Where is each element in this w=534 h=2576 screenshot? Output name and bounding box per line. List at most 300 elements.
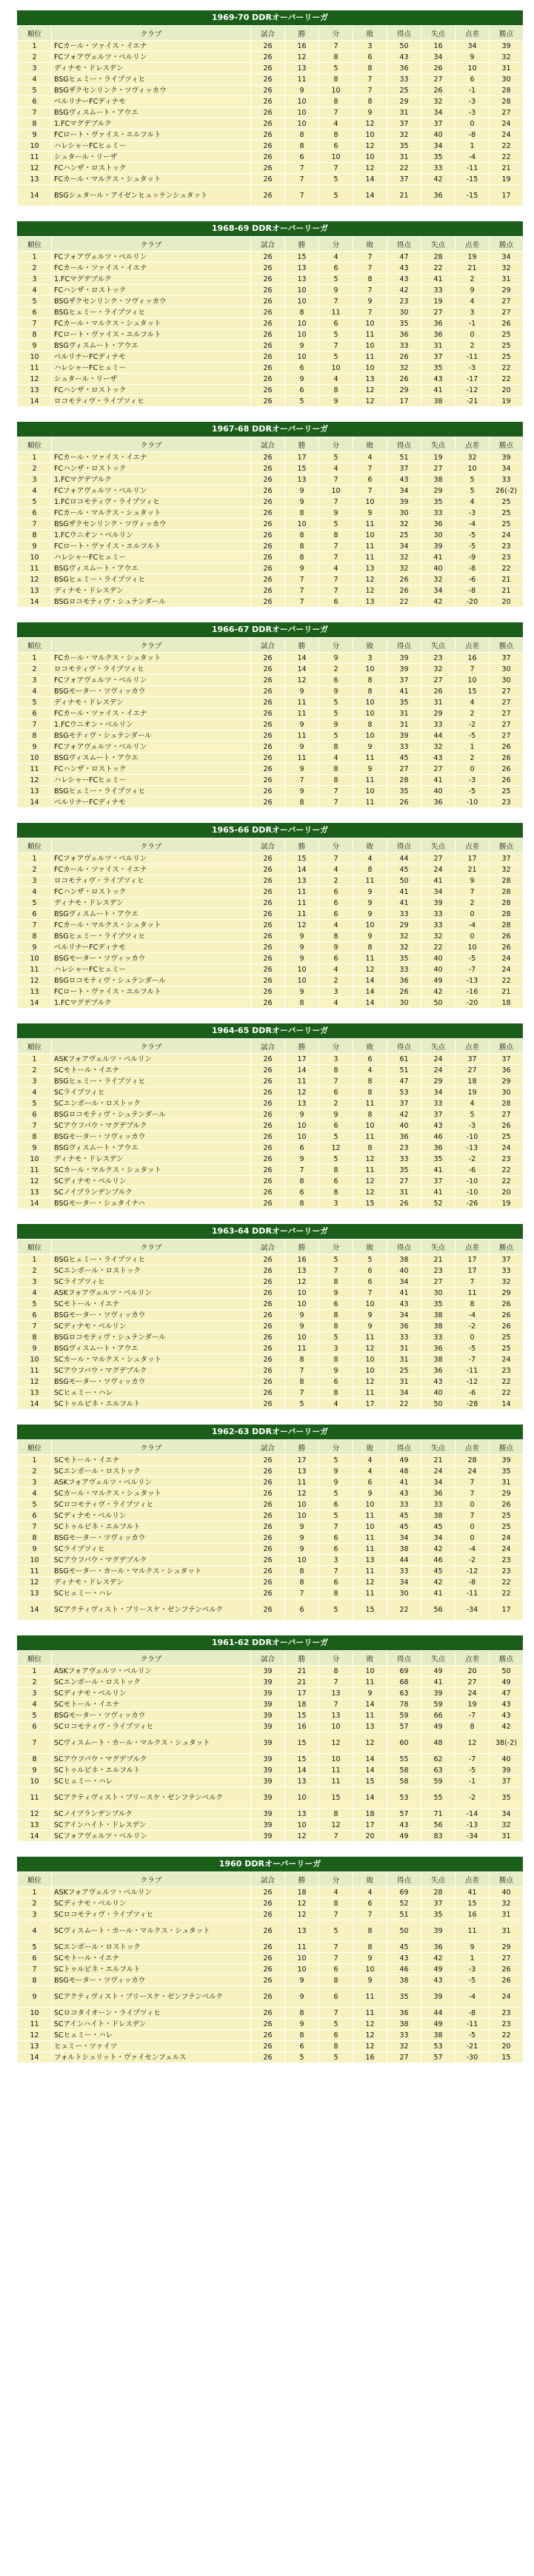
table-row bbox=[18, 596, 524, 608]
goals-for-cell: 34 bbox=[387, 1277, 421, 1288]
club-cell: FCロート・ヴァイス・エルフルト bbox=[52, 329, 251, 340]
drawn-cell: 8 bbox=[319, 931, 353, 942]
table-row bbox=[18, 1555, 524, 1566]
club-cell: シュタール・リーザ bbox=[52, 152, 251, 163]
played-cell: 26 bbox=[251, 530, 285, 541]
column-header: 得点 bbox=[387, 1440, 421, 1455]
played-cell: 26 bbox=[251, 374, 285, 385]
goals-for-cell: 22 bbox=[387, 1399, 421, 1410]
goal-difference-cell: 0 bbox=[455, 118, 490, 130]
goals-against-cell: 37 bbox=[421, 118, 455, 130]
table-row bbox=[18, 898, 524, 909]
column-header: クラブ bbox=[52, 437, 251, 452]
points-cell: 25 bbox=[490, 1343, 524, 1354]
drawn-cell: 9 bbox=[319, 686, 353, 697]
club-cell: BSGモーター・ツヴィッカウ bbox=[52, 1710, 251, 1721]
played-cell: 26 bbox=[251, 1521, 285, 1533]
lost-cell: 11 bbox=[353, 1165, 387, 1176]
goals-against-cell: 42 bbox=[421, 1953, 455, 1964]
lost-cell: 8 bbox=[353, 1109, 387, 1120]
rank-cell: 2 bbox=[18, 1466, 52, 1477]
club-cell: ディナモ・ドレスデン bbox=[52, 1154, 251, 1165]
played-cell: 26 bbox=[251, 1087, 285, 1098]
played-cell: 26 bbox=[251, 797, 285, 808]
table-row bbox=[18, 174, 524, 185]
lost-cell: 10 bbox=[353, 1964, 387, 1975]
standings-table bbox=[17, 437, 524, 608]
club-cell: SCアウフバウ・マグデブルク bbox=[52, 1120, 251, 1131]
goal-difference-cell: -15 bbox=[455, 174, 490, 185]
club-cell: SCフォアヴェルツ・ベルリン bbox=[52, 1831, 251, 1842]
rank-cell: 14 bbox=[18, 1198, 52, 1209]
goal-difference-cell: -5 bbox=[455, 786, 490, 797]
drawn-cell: 5 bbox=[319, 1332, 353, 1343]
points-cell: 40 bbox=[490, 1754, 524, 1765]
points-cell: 21 bbox=[490, 585, 524, 596]
lost-cell: 12 bbox=[353, 2041, 387, 2052]
table-row bbox=[18, 152, 524, 163]
rank-cell: 11 bbox=[18, 152, 52, 163]
table-row bbox=[18, 41, 524, 52]
drawn-cell: 7 bbox=[319, 1677, 353, 1688]
points-cell: 25 bbox=[490, 1521, 524, 1533]
goal-difference-cell: -20 bbox=[455, 596, 490, 608]
table-row bbox=[18, 130, 524, 141]
rank-cell: 14 bbox=[18, 1831, 52, 1842]
played-cell: 26 bbox=[251, 1065, 285, 1076]
lost-cell: 12 bbox=[353, 1343, 387, 1354]
column-header: 得点 bbox=[387, 437, 421, 452]
club-cell: FCカール・マルクス・シュタット bbox=[52, 508, 251, 519]
goals-for-cell: 38 bbox=[387, 1544, 421, 1555]
played-cell: 26 bbox=[251, 1898, 285, 1909]
rank-cell: 9 bbox=[18, 340, 52, 352]
goals-against-cell: 37 bbox=[421, 1898, 455, 1909]
drawn-cell: 4 bbox=[319, 1887, 353, 1898]
column-header: 勝点 bbox=[490, 1872, 524, 1887]
played-cell: 26 bbox=[251, 574, 285, 585]
drawn-cell: 5 bbox=[319, 1488, 353, 1499]
goal-difference-cell: 2 bbox=[455, 274, 490, 285]
club-cell: BSGヴィスムート・アウエ bbox=[52, 1343, 251, 1354]
table-row bbox=[18, 653, 524, 664]
club-cell: FCロート・ヴァイス・エルフルト bbox=[52, 541, 251, 552]
lost-cell: 10 bbox=[353, 530, 387, 541]
lost-cell: 9 bbox=[353, 887, 387, 898]
won-cell: 9 bbox=[285, 85, 319, 96]
column-header: 勝点 bbox=[490, 237, 524, 252]
points-cell: 43 bbox=[490, 1699, 524, 1710]
table-row bbox=[18, 329, 524, 340]
points-cell: 31 bbox=[490, 1477, 524, 1488]
played-cell: 26 bbox=[251, 1909, 285, 1920]
rank-cell: 10 bbox=[18, 753, 52, 764]
won-cell: 9 bbox=[285, 931, 319, 942]
goals-for-cell: 69 bbox=[387, 1887, 421, 1898]
goals-for-cell: 45 bbox=[387, 864, 421, 875]
drawn-cell: 6 bbox=[319, 318, 353, 329]
won-cell: 11 bbox=[285, 887, 319, 898]
drawn-cell: 7 bbox=[319, 585, 353, 596]
won-cell: 8 bbox=[285, 1376, 319, 1388]
played-cell: 26 bbox=[251, 1488, 285, 1499]
won-cell: 7 bbox=[285, 596, 319, 608]
drawn-cell: 3 bbox=[319, 1054, 353, 1065]
lost-cell: 6 bbox=[353, 1265, 387, 1277]
goal-difference-cell: 0 bbox=[455, 909, 490, 920]
won-cell: 9 bbox=[285, 1533, 319, 1544]
goal-difference-cell: 1 bbox=[455, 741, 490, 753]
won-cell: 13 bbox=[285, 474, 319, 485]
club-cell: SCモトール・イエナ bbox=[52, 1065, 251, 1076]
goals-against-cell: 35 bbox=[421, 363, 455, 374]
goals-against-cell: 34 bbox=[421, 107, 455, 118]
lost-cell: 8 bbox=[353, 63, 387, 74]
drawn-cell: 8 bbox=[319, 1809, 353, 1820]
goals-for-cell: 30 bbox=[387, 307, 421, 318]
goal-difference-cell: 24 bbox=[455, 1688, 490, 1699]
lost-cell: 6 bbox=[353, 52, 387, 63]
played-cell: 26 bbox=[251, 1477, 285, 1488]
column-header: 失点 bbox=[421, 1240, 455, 1254]
goal-difference-cell: 15 bbox=[455, 686, 490, 697]
table-row bbox=[18, 998, 524, 1009]
drawn-cell: 10 bbox=[319, 1754, 353, 1765]
club-cell: SCカール・マルクス・シュタット bbox=[52, 1488, 251, 1499]
drawn-cell: 9 bbox=[319, 285, 353, 296]
points-cell: 28 bbox=[490, 887, 524, 898]
won-cell: 10 bbox=[285, 1964, 319, 1975]
goal-difference-cell: -6 bbox=[455, 1388, 490, 1399]
rank-cell: 14 bbox=[18, 396, 52, 407]
club-cell: ASKフォアヴェルツ・ベルリン bbox=[52, 1054, 251, 1065]
table-row bbox=[18, 753, 524, 764]
won-cell: 17 bbox=[285, 1688, 319, 1699]
table-row bbox=[18, 85, 524, 96]
table-row bbox=[18, 374, 524, 385]
column-header: 分 bbox=[319, 1039, 353, 1054]
points-cell: 24 bbox=[490, 953, 524, 964]
goal-difference-cell: -8 bbox=[455, 1577, 490, 1588]
rank-cell: 10 bbox=[18, 2008, 52, 2019]
goals-against-cell: 36 bbox=[421, 185, 455, 206]
points-cell: 29 bbox=[490, 1076, 524, 1087]
column-header: 点差 bbox=[455, 1651, 490, 1666]
won-cell: 9 bbox=[285, 1544, 319, 1555]
points-cell: 23 bbox=[490, 541, 524, 552]
played-cell: 26 bbox=[251, 1964, 285, 1975]
column-header: 分 bbox=[319, 1240, 353, 1254]
goals-for-cell: 29 bbox=[387, 385, 421, 396]
goal-difference-cell: -1 bbox=[455, 85, 490, 96]
goal-difference-cell: -12 bbox=[455, 385, 490, 396]
table-row bbox=[18, 1599, 524, 1621]
goals-against-cell: 33 bbox=[421, 163, 455, 174]
played-cell: 26 bbox=[251, 396, 285, 407]
goal-difference-cell: -4 bbox=[455, 1310, 490, 1321]
won-cell: 8 bbox=[285, 1198, 319, 1209]
points-cell: 49 bbox=[490, 1677, 524, 1688]
header-row bbox=[18, 1240, 524, 1254]
column-header: 敗 bbox=[353, 1651, 387, 1666]
drawn-cell: 9 bbox=[319, 1288, 353, 1299]
won-cell: 16 bbox=[285, 41, 319, 52]
goals-against-cell: 26 bbox=[421, 686, 455, 697]
goal-difference-cell: -5 bbox=[455, 541, 490, 552]
table-row bbox=[18, 1920, 524, 1942]
rank-cell: 9 bbox=[18, 1143, 52, 1154]
played-cell: 39 bbox=[251, 1710, 285, 1721]
drawn-cell: 5 bbox=[319, 1599, 353, 1621]
header-row bbox=[18, 638, 524, 653]
goals-against-cell: 33 bbox=[421, 920, 455, 931]
season-standings bbox=[0, 221, 534, 407]
column-header: 勝 bbox=[285, 1039, 319, 1054]
drawn-cell: 6 bbox=[319, 141, 353, 152]
club-cell: SCヒェミー・ハレ bbox=[52, 1388, 251, 1399]
table-row bbox=[18, 163, 524, 174]
points-cell: 23 bbox=[490, 2008, 524, 2019]
rank-cell: 8 bbox=[18, 1131, 52, 1143]
goal-difference-cell: 20 bbox=[455, 1666, 490, 1677]
lost-cell: 13 bbox=[353, 374, 387, 385]
club-cell: BSGヒェミー・ライプツィヒ bbox=[52, 1254, 251, 1265]
club-cell: FCハンザ・ロストック bbox=[52, 385, 251, 396]
goals-for-cell: 26 bbox=[387, 585, 421, 596]
goals-against-cell: 26 bbox=[421, 85, 455, 96]
club-cell: BSGモーター・ツヴィッカウ bbox=[52, 1131, 251, 1143]
drawn-cell: 11 bbox=[319, 1776, 353, 1787]
points-cell: 24 bbox=[490, 1986, 524, 2008]
column-header: 失点 bbox=[421, 237, 455, 252]
played-cell: 26 bbox=[251, 775, 285, 786]
goal-difference-cell: 15 bbox=[455, 1898, 490, 1909]
won-cell: 10 bbox=[285, 1555, 319, 1566]
drawn-cell: 5 bbox=[319, 185, 353, 206]
goals-against-cell: 34 bbox=[421, 141, 455, 152]
header-row bbox=[18, 437, 524, 452]
goals-for-cell: 26 bbox=[387, 374, 421, 385]
points-cell: 27 bbox=[490, 697, 524, 708]
goal-difference-cell: -5 bbox=[455, 953, 490, 964]
rank-cell: 4 bbox=[18, 686, 52, 697]
goals-for-cell: 45 bbox=[387, 1510, 421, 1521]
lost-cell: 14 bbox=[353, 986, 387, 998]
points-cell: 17 bbox=[490, 185, 524, 206]
points-cell: 26 bbox=[490, 1499, 524, 1510]
won-cell: 14 bbox=[285, 1065, 319, 1076]
table-row bbox=[18, 1942, 524, 1953]
club-cell: 1.FCロコモティヴ・ライプツィヒ bbox=[52, 497, 251, 508]
won-cell: 6 bbox=[285, 385, 319, 396]
goals-against-cell: 44 bbox=[421, 730, 455, 741]
drawn-cell: 10 bbox=[319, 85, 353, 96]
drawn-cell: 9 bbox=[319, 396, 353, 407]
goals-for-cell: 61 bbox=[387, 1054, 421, 1065]
lost-cell: 12 bbox=[353, 2019, 387, 2030]
drawn-cell: 9 bbox=[319, 1466, 353, 1477]
won-cell: 12 bbox=[285, 675, 319, 686]
played-cell: 39 bbox=[251, 1699, 285, 1710]
won-cell: 12 bbox=[285, 1831, 319, 1842]
club-cell: SCアクティヴィスト・ブリースケ・ゼンフテンベルク bbox=[52, 1986, 251, 2008]
club-cell: BSGモーター・ツヴィッカウ bbox=[52, 1310, 251, 1321]
season-standings bbox=[0, 823, 534, 1009]
table-row bbox=[18, 1477, 524, 1488]
points-cell: 24 bbox=[490, 530, 524, 541]
goal-difference-cell: 4 bbox=[455, 296, 490, 307]
goals-for-cell: 57 bbox=[387, 1809, 421, 1820]
drawn-cell: 6 bbox=[319, 1533, 353, 1544]
drawn-cell: 6 bbox=[319, 1120, 353, 1131]
rank-cell: 11 bbox=[18, 2019, 52, 2030]
goals-for-cell: 17 bbox=[387, 396, 421, 407]
drawn-cell: 10 bbox=[319, 485, 353, 497]
won-cell: 11 bbox=[285, 74, 319, 85]
goal-difference-cell: 2 bbox=[455, 898, 490, 909]
drawn-cell: 8 bbox=[319, 775, 353, 786]
goals-against-cell: 42 bbox=[421, 986, 455, 998]
table-row bbox=[18, 864, 524, 875]
table-row bbox=[18, 285, 524, 296]
points-cell: 37 bbox=[490, 653, 524, 664]
played-cell: 26 bbox=[251, 85, 285, 96]
drawn-cell: 8 bbox=[319, 130, 353, 141]
played-cell: 26 bbox=[251, 998, 285, 1009]
column-header: クラブ bbox=[52, 1872, 251, 1887]
lost-cell: 9 bbox=[353, 1321, 387, 1332]
goal-difference-cell: 9 bbox=[455, 1942, 490, 1953]
goals-for-cell: 34 bbox=[387, 1533, 421, 1544]
goal-difference-cell: 2 bbox=[455, 340, 490, 352]
played-cell: 26 bbox=[251, 307, 285, 318]
goals-against-cell: 33 bbox=[421, 719, 455, 730]
rank-cell: 1 bbox=[18, 1666, 52, 1677]
rank-cell: 8 bbox=[18, 1533, 52, 1544]
lost-cell: 9 bbox=[353, 296, 387, 307]
played-cell: 26 bbox=[251, 2041, 285, 2052]
points-cell: 25 bbox=[490, 329, 524, 340]
goals-for-cell: 28 bbox=[387, 775, 421, 786]
goal-difference-cell: -15 bbox=[455, 185, 490, 206]
rank-cell: 10 bbox=[18, 1154, 52, 1165]
lost-cell: 8 bbox=[353, 1076, 387, 1087]
points-cell: 35 bbox=[490, 1466, 524, 1477]
club-cell: SCエンポール・ロストック bbox=[52, 1466, 251, 1477]
won-cell: 9 bbox=[285, 1310, 319, 1321]
drawn-cell: 6 bbox=[319, 909, 353, 920]
drawn-cell: 4 bbox=[319, 252, 353, 263]
table-row bbox=[18, 986, 524, 998]
points-cell: 27 bbox=[490, 107, 524, 118]
played-cell: 39 bbox=[251, 1787, 285, 1809]
rank-cell: 6 bbox=[18, 307, 52, 318]
won-cell: 8 bbox=[285, 1176, 319, 1187]
played-cell: 26 bbox=[251, 1577, 285, 1588]
played-cell: 26 bbox=[251, 1953, 285, 1964]
goal-difference-cell: -4 bbox=[455, 519, 490, 530]
rank-cell: 8 bbox=[18, 1332, 52, 1343]
club-cell: BSGヒェミー・ライプツィヒ bbox=[52, 574, 251, 585]
won-cell: 6 bbox=[285, 1187, 319, 1198]
club-cell: SCトゥルビネ・エルフルト bbox=[52, 1521, 251, 1533]
lost-cell: 9 bbox=[353, 1953, 387, 1964]
points-cell: 18 bbox=[490, 998, 524, 1009]
won-cell: 9 bbox=[285, 764, 319, 775]
goal-difference-cell: 7 bbox=[455, 887, 490, 898]
lost-cell: 4 bbox=[353, 1455, 387, 1466]
played-cell: 26 bbox=[251, 2052, 285, 2063]
standings-table bbox=[17, 25, 524, 206]
played-cell: 26 bbox=[251, 2019, 285, 2030]
lost-cell: 8 bbox=[353, 1143, 387, 1154]
goals-for-cell: 42 bbox=[387, 1109, 421, 1120]
played-cell: 26 bbox=[251, 163, 285, 174]
rank-cell: 4 bbox=[18, 1087, 52, 1098]
lost-cell: 6 bbox=[353, 474, 387, 485]
table-row bbox=[18, 875, 524, 887]
club-cell: 1.FCウニオン・ベルリン bbox=[52, 530, 251, 541]
points-cell: 32 bbox=[490, 263, 524, 274]
column-header: 分 bbox=[319, 1651, 353, 1666]
column-header: クラブ bbox=[52, 1651, 251, 1666]
rank-cell: 11 bbox=[18, 1165, 52, 1176]
goals-for-cell: 41 bbox=[387, 887, 421, 898]
drawn-cell: 9 bbox=[319, 653, 353, 664]
goal-difference-cell: -7 bbox=[455, 1710, 490, 1721]
standings-table bbox=[17, 1239, 524, 1410]
goal-difference-cell: -7 bbox=[455, 964, 490, 975]
goals-against-cell: 53 bbox=[421, 2041, 455, 2052]
won-cell: 12 bbox=[285, 1488, 319, 1499]
points-cell: 28 bbox=[490, 96, 524, 107]
goals-for-cell: 36 bbox=[387, 975, 421, 986]
goals-against-cell: 62 bbox=[421, 1754, 455, 1765]
rank-cell: 14 bbox=[18, 998, 52, 1009]
club-cell: BSGモーター・ツヴィッカウ bbox=[52, 1376, 251, 1388]
table-row bbox=[18, 1332, 524, 1343]
season-title: 1965-66 DDRオーバーリーガ bbox=[17, 823, 523, 838]
column-header: 勝点 bbox=[490, 1651, 524, 1666]
drawn-cell: 6 bbox=[319, 1577, 353, 1588]
drawn-cell: 8 bbox=[319, 1666, 353, 1677]
rank-cell: 9 bbox=[18, 741, 52, 753]
won-cell: 7 bbox=[285, 585, 319, 596]
rank-cell: 8 bbox=[18, 118, 52, 130]
table-row bbox=[18, 1887, 524, 1898]
drawn-cell: 7 bbox=[319, 1953, 353, 1964]
won-cell: 14 bbox=[285, 864, 319, 875]
goals-against-cell: 21 bbox=[421, 1254, 455, 1265]
points-cell: 32 bbox=[490, 1898, 524, 1909]
drawn-cell: 13 bbox=[319, 1688, 353, 1699]
rank-cell: 8 bbox=[18, 730, 52, 741]
goals-against-cell: 24 bbox=[421, 864, 455, 875]
lost-cell: 11 bbox=[353, 753, 387, 764]
points-cell: 14 bbox=[490, 1399, 524, 1410]
played-cell: 26 bbox=[251, 385, 285, 396]
column-header: 点差 bbox=[455, 26, 490, 41]
rank-cell: 14 bbox=[18, 1399, 52, 1410]
goals-against-cell: 43 bbox=[421, 1975, 455, 1986]
goals-for-cell: 45 bbox=[387, 753, 421, 764]
drawn-cell: 3 bbox=[319, 1555, 353, 1566]
table-row bbox=[18, 2030, 524, 2041]
goals-for-cell: 33 bbox=[387, 74, 421, 85]
goals-against-cell: 56 bbox=[421, 1599, 455, 1621]
rank-cell: 5 bbox=[18, 1710, 52, 1721]
table-row bbox=[18, 686, 524, 697]
